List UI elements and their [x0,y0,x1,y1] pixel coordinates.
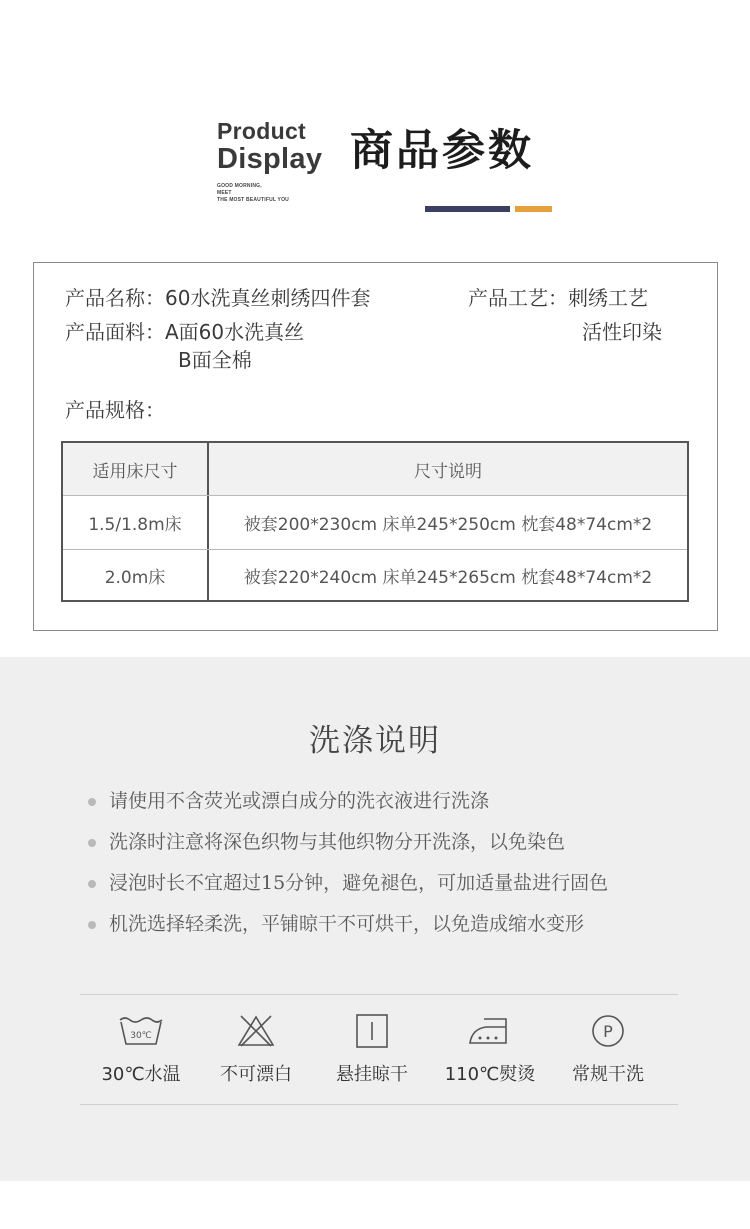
table-cell-bed-size: 1.5/1.8m床 [63,496,209,549]
iron-icon [466,1014,514,1048]
product-craft-value: 刺绣工艺 [568,286,648,310]
product-spec-label: 产品规格： [65,398,165,422]
tagline-line: MEET [217,190,232,196]
page-title: 商品参数 [350,126,534,176]
dry-clean-p-icon [584,1014,632,1048]
english-title-line1: Product [217,118,306,144]
divider [80,1104,678,1105]
header [0,0,750,262]
care-label: 不可漂白 [220,1064,292,1085]
list-item: 机洗选择轻柔洗，平铺晾干不可烘干，以免造成缩水变形 [88,910,608,951]
washing-title: 洗涤说明 [309,723,441,759]
care-item-hang-dry [317,1014,427,1086]
product-name-label: 产品名称： [65,286,165,310]
product-craft-label: 产品工艺： [468,286,568,310]
washing-list [88,787,608,951]
table-header-cell: 适用床尺寸 [63,443,209,495]
table-row [63,496,687,550]
product-fabric-label: 产品面料： [65,320,165,344]
list-item: 请使用不含荧光或漂白成分的洗衣液进行洗涤 [88,787,608,828]
product-name [65,286,370,310]
list-item: 浸泡时长不宜超过15分钟，避免褪色，可加适量盐进行固色 [88,869,608,910]
product-craft [468,286,648,310]
product-name-value: 60水洗真丝刺绣四件套 [165,286,371,310]
care-item-wash [86,1014,196,1086]
divider [80,994,678,995]
svg-text:30℃: 30℃ [130,1031,152,1041]
care-item-no-bleach [201,1014,311,1086]
hang-dry-icon [348,1014,396,1048]
product-fabric-value: A面60水洗真丝 [165,320,305,344]
list-item: 洗涤时注意将深色织物与其他织物分开洗涤，以免染色 [88,828,608,869]
table-row [63,550,687,600]
care-label: 悬挂晾干 [336,1064,408,1085]
product-fabric [65,320,304,344]
accent-bar-gold [515,206,552,212]
spec-table [61,441,689,602]
care-item-iron [435,1014,545,1086]
table-header-row [63,443,687,496]
care-label: 30℃水温 [101,1064,181,1085]
care-item-dry-clean [553,1014,663,1086]
tagline-line: GOOD MORNING, [217,183,262,189]
english-tagline [217,183,289,204]
svg-text:P: P [603,1022,613,1041]
care-icons [80,1014,678,1106]
accent-bar-navy [425,206,510,212]
table-cell-size-detail: 被套200*230cm 床单245*250cm 枕套48*74cm*2 [243,515,653,535]
product-craft-value-2: 活性印染 [582,320,662,344]
table-cell-size-detail: 被套220*240cm 床单245*265cm 枕套48*74cm*2 [243,567,653,588]
washing-section [0,657,750,1181]
english-title [217,120,322,174]
english-title-line2: Display [217,143,323,175]
table-header-cell: 尺寸说明 [414,461,482,482]
care-label: 常规干洗 [572,1064,644,1085]
table-cell-bed-size: 2.0m床 [63,550,209,600]
care-label: 110℃熨烫 [444,1064,536,1085]
no-bleach-icon [232,1014,280,1048]
product-fabric-value-2: B面全棉 [178,348,252,372]
wash-30-icon [117,1014,165,1048]
tagline-line: THE MOST BEAUTIFUL YOU [217,197,289,203]
